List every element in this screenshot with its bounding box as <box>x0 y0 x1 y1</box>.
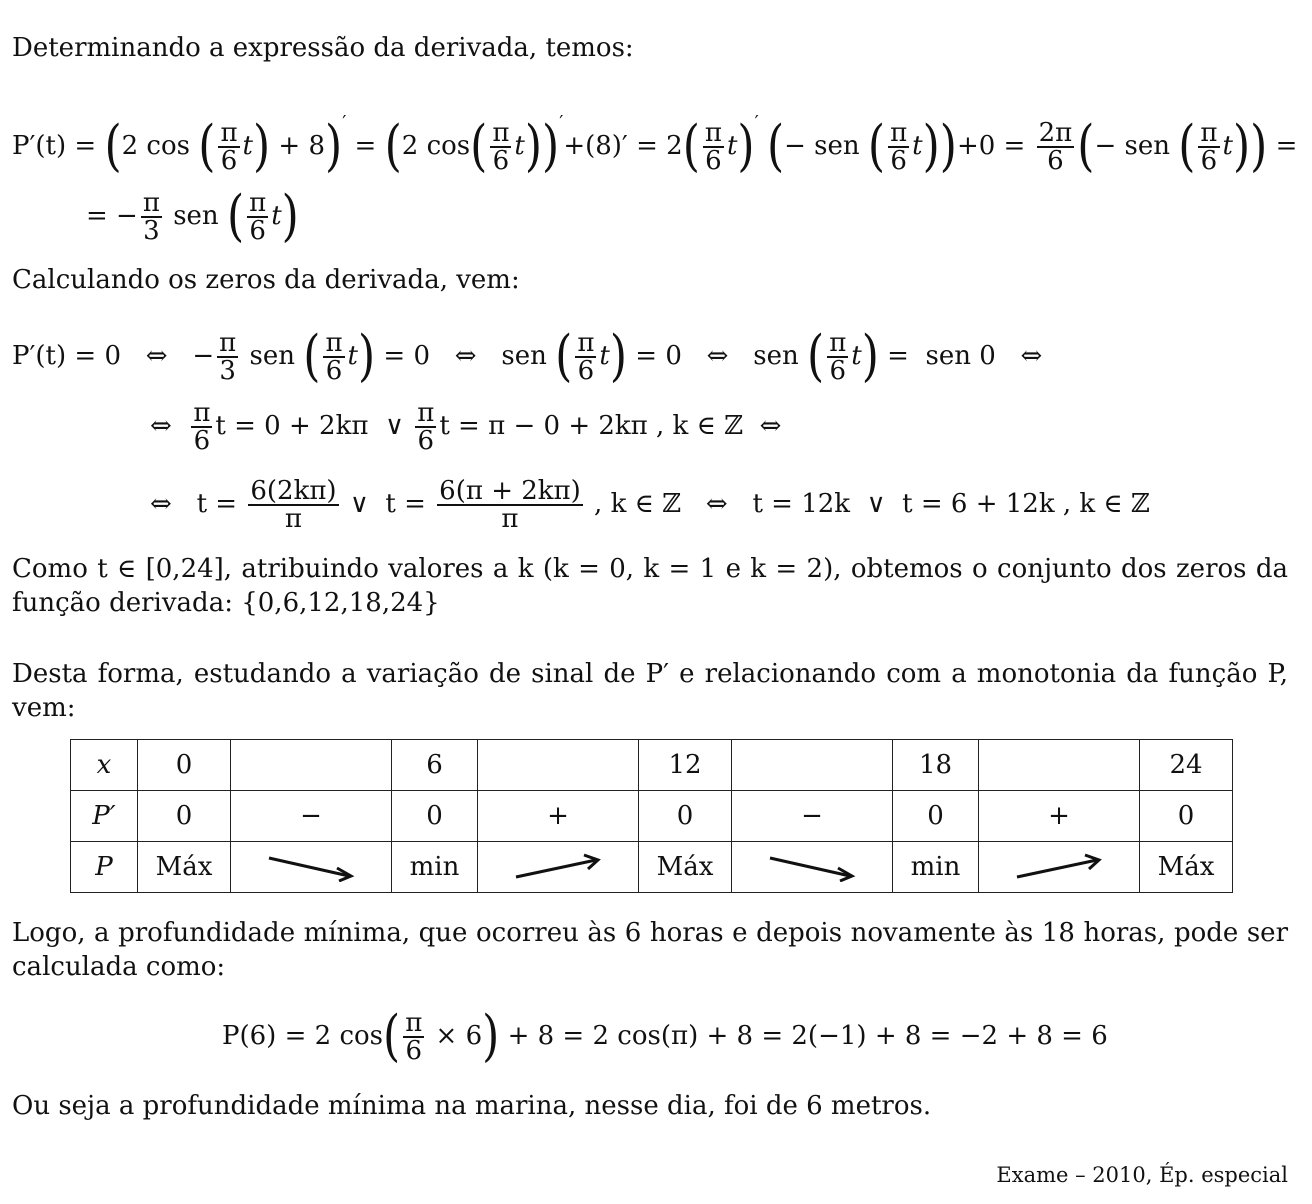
minimum-depth-paragraph: Logo, a profundidade mínima, que ocorreu às 6 horas e depois novamente às 18 horas, pode ser calculada como: <box>12 918 1288 982</box>
derivative-line-1: P′(t) = (2 cos ( $\frac{\pi}{6}$ t) + 8)′ = (2 cos( $\frac{\pi}{6}$ t))′+(8)′ = 2( $\frac{\pi}{6}$ t)′ (− sen ( $\frac{\pi}{6}$ t))+0 = $\frac{2\pi}{6}$ (− sen ( $\frac{\pi}{6}$ t)) = <box>12 112 1298 179</box>
table-row-x <box>71 740 1233 791</box>
p6-equation: P(6) = 2 cos( $\frac{\pi}{6}$ × 6) + 8 = 2 cos(π) + 8 = 2(−1) + 8 = −2 + 8 = 6 <box>222 1004 1108 1069</box>
table-cell <box>478 740 639 791</box>
table-cell: min <box>893 842 979 893</box>
increasing-arrow-icon <box>478 842 639 893</box>
zeros-line-3: ⇔ t = $\frac{6(2k\pi)}{\pi}$ ∨ t = $\frac{6(\pi + 2k\pi)}{\pi}$ , k ∈ ℤ ⇔ t = 12k ∨ t = 6 + 12k , k ∈ ℤ <box>150 476 1150 534</box>
table-cell: 24 <box>1140 740 1233 791</box>
table-cell: − <box>231 791 392 842</box>
decreasing-arrow-icon <box>732 842 893 893</box>
table-cell: Máx <box>138 842 231 893</box>
table-cell: min <box>392 842 478 893</box>
zeros-line-1: P′(t) = 0 ⇔ − $\frac{\pi}{3}$ sen ( $\frac{\pi}{6}$ t) = 0 ⇔ sen ( $\frac{\pi}{6}$ t) = 0 ⇔ sen ( $\frac{\pi}{6}$ t) = sen 0 ⇔ <box>12 324 1043 389</box>
sign-table <box>70 739 1233 893</box>
table-cell: + <box>478 791 639 842</box>
table-cell: 18 <box>893 740 979 791</box>
table-cell <box>979 740 1140 791</box>
zeros-set-paragraph: Como t ∈ [0,24], atribuindo valores a k (k = 0, k = 1 e k = 2), obtemos o conjunto dos zeros da função derivada: {0,6,12,18,24} <box>12 554 1288 618</box>
zeros-intro-text: Calculando os zeros da derivada, vem: <box>12 265 520 295</box>
derivative-line-2: = − $\frac{\pi}{3}$ sen ( $\frac{\pi}{6}$ t) <box>86 184 299 249</box>
row-label: P <box>71 842 138 893</box>
row-label: P′ <box>71 791 138 842</box>
table-cell: 0 <box>893 791 979 842</box>
table-cell: + <box>979 791 1140 842</box>
table-cell: Máx <box>639 842 732 893</box>
source-credit: Exame – 2010, Ép. especial <box>996 1163 1288 1187</box>
table-cell <box>231 740 392 791</box>
table-row-function <box>71 842 1233 893</box>
intro-text: Determinando a expressão da derivada, temos: <box>12 33 634 63</box>
increasing-arrow-icon <box>979 842 1140 893</box>
table-cell: 0 <box>639 791 732 842</box>
table-cell: − <box>732 791 893 842</box>
table-cell: 6 <box>392 740 478 791</box>
conclusion-text: Ou seja a profundidade mínima na marina, nesse dia, foi de 6 metros. <box>12 1091 932 1121</box>
table-cell <box>732 740 893 791</box>
table-cell: 0 <box>1140 791 1233 842</box>
decreasing-arrow-icon <box>231 842 392 893</box>
zeros-line-2: ⇔ $\frac{\pi}{6}$ t = 0 + 2kπ ∨ $\frac{\pi}{6}$ t = π − 0 + 2kπ , k ∈ ℤ ⇔ <box>150 398 782 456</box>
table-cell: Máx <box>1140 842 1233 893</box>
table-cell: 0 <box>138 791 231 842</box>
table-cell: 12 <box>639 740 732 791</box>
row-label: x <box>71 740 138 791</box>
sign-study-paragraph: Desta forma, estudando a variação de sinal de P′ e relacionando com a monotonia da função P, vem: <box>12 659 1288 723</box>
table-cell: 0 <box>138 740 231 791</box>
table-row-derivative <box>71 791 1233 842</box>
table-cell: 0 <box>392 791 478 842</box>
